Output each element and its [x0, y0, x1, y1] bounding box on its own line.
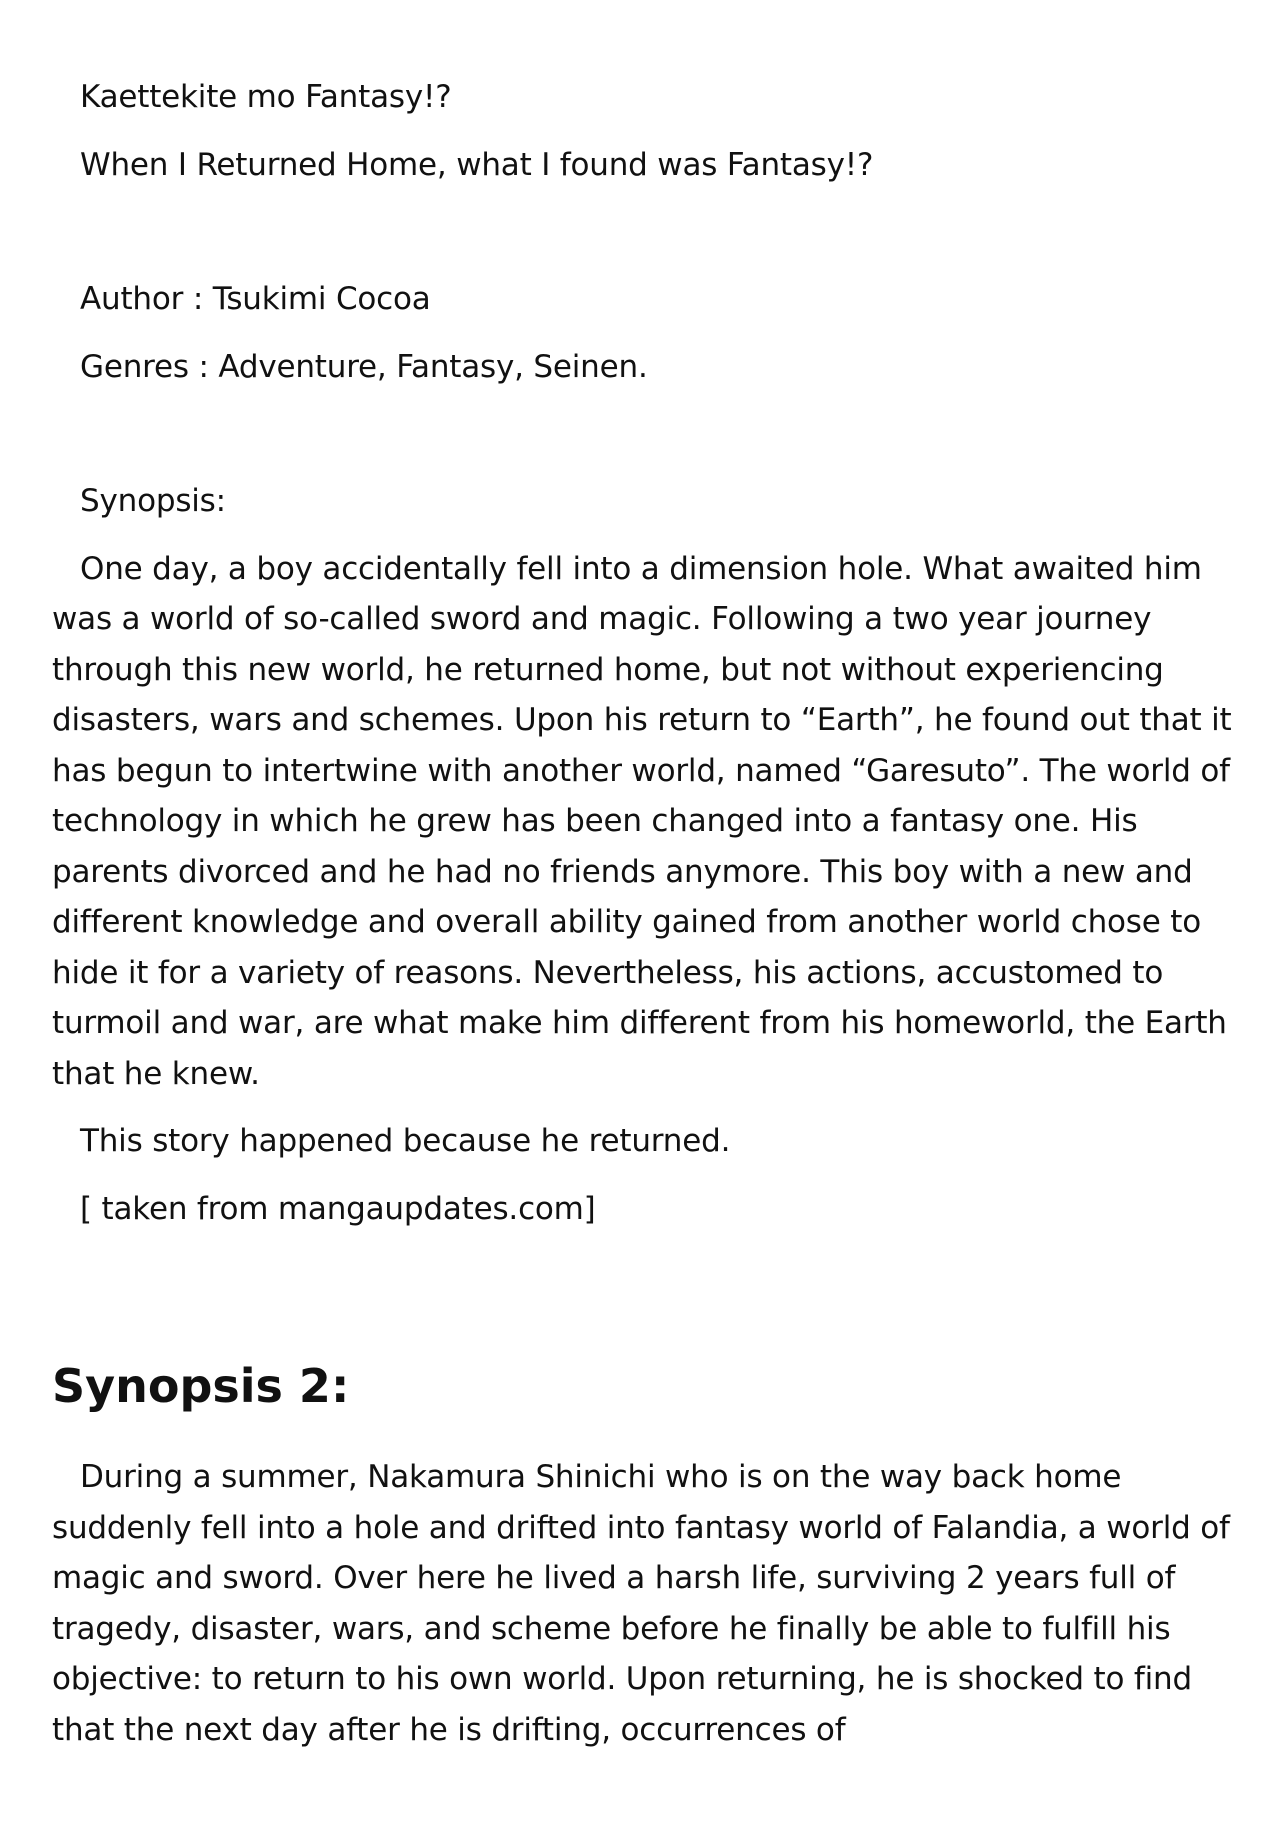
synopsis-label: Synopsis:: [80, 483, 226, 519]
synopsis-closing: This story happened because he returned.: [80, 1123, 731, 1159]
genres-line: Genres : Adventure, Fantasy, Seinen.: [80, 348, 648, 385]
synopsis-source: [ taken from mangaupdates.com]: [80, 1190, 596, 1227]
synopsis2-body: During a summer, Nakamura Shinichi who is on the way back home suddenly fell into a hole and drifted into fantasy world of Falandia, a world of magic and sword. Over here he lived a harsh life, surviving 2 years full of tragedy, disaster, wars, and scheme before he finally be able to fulfill his objective: to return to his own world. Upon returning, he is shocked to find that the next day after he is drifting, occurrences of: [52, 1459, 1230, 1748]
synopsis2-section: [52, 1452, 1232, 1755]
synopsis-body: One day, a boy accidentally fell into a dimension hole. What awaited him was a world of so-called sword and magic. Following a two year journey through this new world, he returned home, but not without experiencing disasters, wars and schemes. Upon his return to “Earth”, he found out that it has begun to intertwine with another world, named “Garesuto”. The world of technology in which he grew has been changed into a fantasy one. His parents divorced and he had no friends anymore. This boy with a new and different knowledge and overall ability gained from another world chose to hide it for a variety of reasons. Nevertheless, his actions, accustomed to turmoil and war, are what make him different from his homeworld, the Earth that he knew.: [52, 550, 1232, 1092]
title-english: When I Returned Home, what I found was Fantasy!?: [80, 146, 874, 183]
title-romaji: Kaettekite mo Fantasy!?: [80, 79, 452, 115]
document-page: [52, 72, 1232, 1748]
author-line: Author : Tsukimi Cocoa: [80, 281, 431, 317]
synopsis2-heading: Synopsis 2:: [52, 1359, 350, 1413]
